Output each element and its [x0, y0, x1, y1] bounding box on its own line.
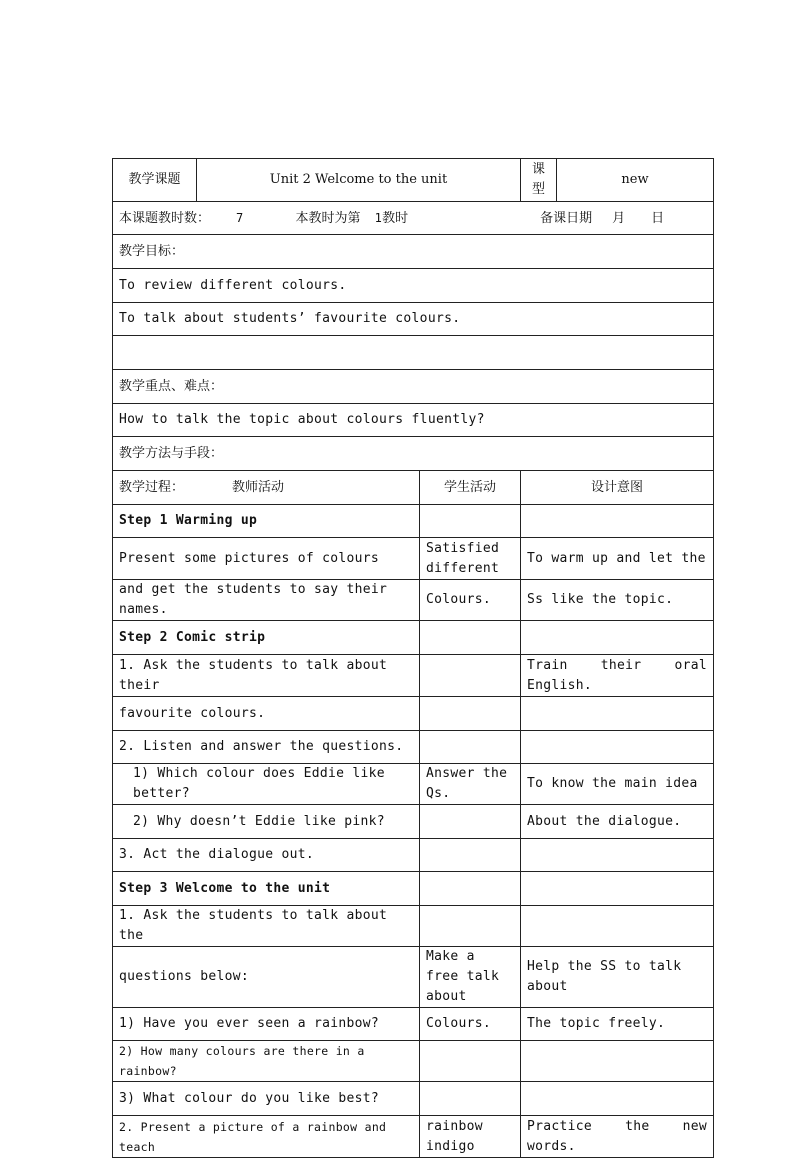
intent-cell [521, 1082, 714, 1116]
process-label: 教学过程： [119, 479, 185, 495]
key-points-text: How to talk the topic about colours fluently? [113, 404, 714, 437]
topic-label: 教学课题 [113, 159, 197, 202]
process-row [113, 731, 714, 764]
process-row [113, 580, 714, 621]
intent-cell: The topic freely. [521, 1008, 714, 1041]
objectives-label-row [113, 235, 714, 269]
student-cell [420, 505, 521, 538]
process-row [113, 764, 714, 805]
student-cell: Colours. [420, 1008, 521, 1041]
student-cell [420, 655, 521, 697]
student-cell [420, 621, 521, 655]
teacher-cell: and get the students to say their names. [113, 580, 420, 621]
student-cell [420, 731, 521, 764]
student-cell [420, 1082, 521, 1116]
teacher-cell: questions below: [113, 947, 420, 1008]
intent-cell [521, 839, 714, 872]
teacher-cell: 1) Which colour does Eddie like better? [113, 764, 420, 805]
teacher-cell: 3) What colour do you like best? [113, 1082, 420, 1116]
intent-cell: To know the main idea [521, 764, 714, 805]
current-suffix: 教时 [382, 210, 409, 226]
total-value: 7 [236, 210, 244, 225]
process-row [113, 655, 714, 697]
teacher-cell: 2. Present a picture of a rainbow and teach [113, 1116, 420, 1158]
teacher-cell: 3. Act the dialogue out. [113, 839, 420, 872]
student-cell [420, 906, 521, 947]
intent-cell: About the dialogue. [521, 805, 714, 839]
teacher-cell: 1. Ask the students to talk about the [113, 906, 420, 947]
process-row [113, 505, 714, 538]
teacher-cell: Step 3 Welcome to the unit [113, 872, 420, 906]
process-row [113, 805, 714, 839]
objective-item [113, 336, 714, 370]
current-value: 1 [374, 210, 383, 225]
student-cell [420, 839, 521, 872]
student-cell: Answer the Qs. [420, 764, 521, 805]
objective-row [113, 269, 714, 303]
key-points-label: 教学重点、难点： [113, 370, 714, 404]
key-points-label-row [113, 370, 714, 404]
student-cell [420, 697, 521, 731]
process-header-row [113, 471, 714, 505]
current-label: 本教时为第 [295, 210, 361, 226]
header-row [113, 159, 714, 202]
student-cell: Make a free talk about [420, 947, 521, 1008]
methods-label-row [113, 437, 714, 471]
student-cell: Colours. [420, 580, 521, 621]
teacher-activity-header: 教师活动 [232, 479, 285, 495]
intent-cell: Ss like the topic. [521, 580, 714, 621]
methods-label: 教学方法与手段： [113, 437, 714, 471]
teacher-cell: favourite colours. [113, 697, 420, 731]
process-row [113, 906, 714, 947]
process-row [113, 621, 714, 655]
student-activity-header: 学生活动 [420, 471, 521, 505]
student-cell: rainbow indigo [420, 1116, 521, 1158]
process-row [113, 872, 714, 906]
process-row [113, 1082, 714, 1116]
student-cell [420, 1041, 521, 1082]
process-row [113, 1041, 714, 1082]
meta-row [113, 202, 714, 235]
objective-row [113, 303, 714, 336]
teacher-cell: 2. Listen and answer the questions. [113, 731, 420, 764]
intent-cell: Practice the new words. [521, 1116, 714, 1158]
lesson-plan-table [112, 158, 714, 1158]
intent-cell [521, 731, 714, 764]
process-row [113, 697, 714, 731]
intent-cell [521, 697, 714, 731]
student-cell [420, 872, 521, 906]
type-label: 课型 [521, 159, 557, 202]
objective-item: To review different colours. [113, 269, 714, 303]
teacher-cell: 2) Why doesn’t Eddie like pink? [113, 805, 420, 839]
intent-cell [521, 872, 714, 906]
intent-cell [521, 906, 714, 947]
student-cell: Satisfied different [420, 538, 521, 580]
objective-item: To talk about students’ favourite colours. [113, 303, 714, 336]
teacher-cell: Step 1 Warming up [113, 505, 420, 538]
intent-cell: Help the SS to talk about [521, 947, 714, 1008]
process-row [113, 1008, 714, 1041]
teacher-cell: Present some pictures of colours [113, 538, 420, 580]
design-intent-header: 设计意图 [521, 471, 714, 505]
total-label: 本课题教时数： [119, 210, 211, 226]
day-label: 日 [651, 210, 665, 226]
teacher-cell: Step 2 Comic strip [113, 621, 420, 655]
process-row [113, 947, 714, 1008]
month-label: 月 [612, 210, 626, 226]
intent-cell [521, 621, 714, 655]
objectives-label: 教学目标： [113, 235, 714, 269]
key-points-row [113, 404, 714, 437]
student-cell [420, 805, 521, 839]
objective-row [113, 336, 714, 370]
intent-cell: To warm up and let the [521, 538, 714, 580]
date-label: 备课日期 [540, 210, 593, 226]
intent-cell: Train their oral English. [521, 655, 714, 697]
teacher-cell: 1. Ask the students to talk about their [113, 655, 420, 697]
intent-cell [521, 505, 714, 538]
teacher-cell: 1) Have you ever seen a rainbow? [113, 1008, 420, 1041]
teacher-cell: 2) How many colours are there in a rainbow? [113, 1041, 420, 1082]
topic-value: Unit 2 Welcome to the unit [197, 159, 521, 202]
process-row [113, 1116, 714, 1158]
type-value: new [557, 159, 714, 202]
intent-cell [521, 1041, 714, 1082]
process-row [113, 538, 714, 580]
process-row [113, 839, 714, 872]
